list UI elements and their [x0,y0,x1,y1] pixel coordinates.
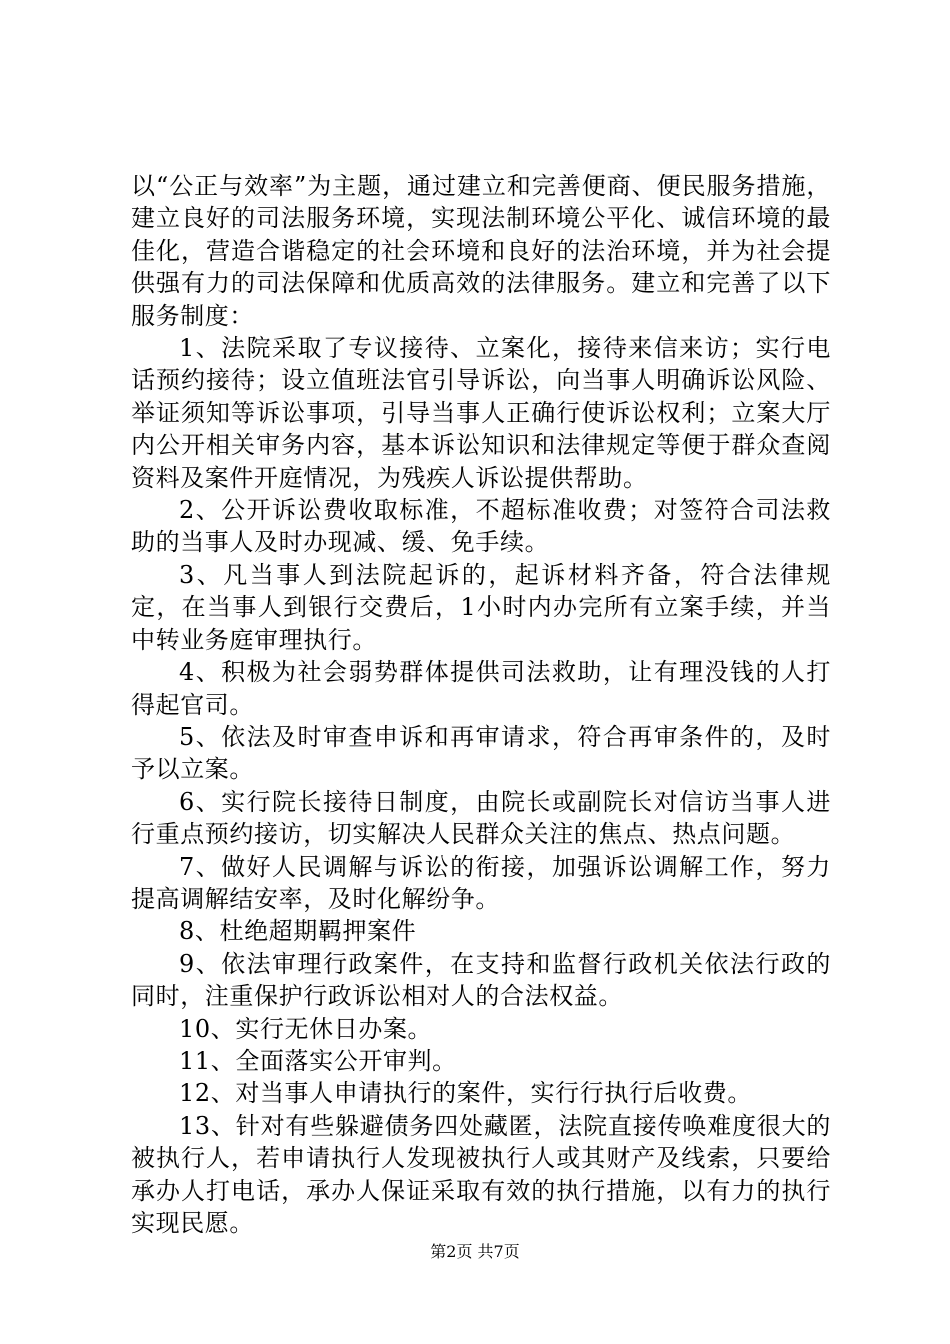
intro-paragraph: 以“公正与效率”为主题，通过建立和完善便商、便民服务措施，建立良好的司法服务环境，实现法制环境公平化、诚信环境的最佳化，营造合谐稳定的社会环境和良好的法治环境，并为社会提供强有力的司法保障和优质高效的法律服务。建立和完善了以下服务制度： [131,172,831,330]
list-item: 11、全面落实公开审判。 [179,1046,457,1075]
list-item: 3、凡当事人到法院起诉的，起诉材料齐备，符合法律规定，在当事人到银行交费后，1小时内办完所有立案手续，并当中转业务庭审理执行。 [131,560,831,654]
list-item: 5、依法及时审查申诉和再审请求，符合再审条件的，及时予以立案。 [131,722,831,784]
page-number: 第2页 共7页 [430,1242,520,1261]
list-item: 1、法院采取了专议接待、立案化，接待来信来访；实行电话预约接待；设立值班法官引导诉讼，向当事人明确诉讼风险、举证须知等诉讼事项，引导当事人正确行使诉讼权利；立案大厅内公开相关审务内容，基本诉讼知识和法律规定等便于群众查阅资料及案件开庭情况，为残疾人诉讼提供帮助。 [131,334,831,492]
list-item: 8、杜绝超期羁押案件 [179,917,417,946]
list-item: 4、积极为社会弱势群体提供司法救助，让有理没钱的人打得起官司。 [131,658,831,719]
list-item: 12、对当事人申请执行的案件，实行行执行后收费。 [179,1079,752,1108]
list-item: 2、公开诉讼费收取标准，不超标准收费；对签符合司法救助的当事人及时办现减、缓、免手续。 [131,496,831,557]
document-body [131,170,831,1239]
list-item: 7、做好人民调解与诉讼的衔接，加强诉讼调解工作，努力提高调解结安率，及时化解纷争。 [131,852,831,913]
list-item: 10、实行无休日办案。 [179,1014,433,1043]
list-item: 9、依法审理行政案件，在支持和监督行政机关依法行政的同时，注重保护行政诉讼相对人的合法权益。 [131,949,831,1011]
list-item: 6、实行院长接待日制度，由院长或副院长对信访当事人进行重点预约接访，切实解决人民群众关注的焦点、热点问题。 [131,787,831,849]
list-item: 13、针对有些躲避债务四处藏匿，法院直接传唤难度很大的被执行人，若申请执行人发现被执行人或其财产及线索，只要给承办人打电话，承办人保证采取有效的执行措施，以有力的执行实现民愿。 [131,1111,831,1237]
